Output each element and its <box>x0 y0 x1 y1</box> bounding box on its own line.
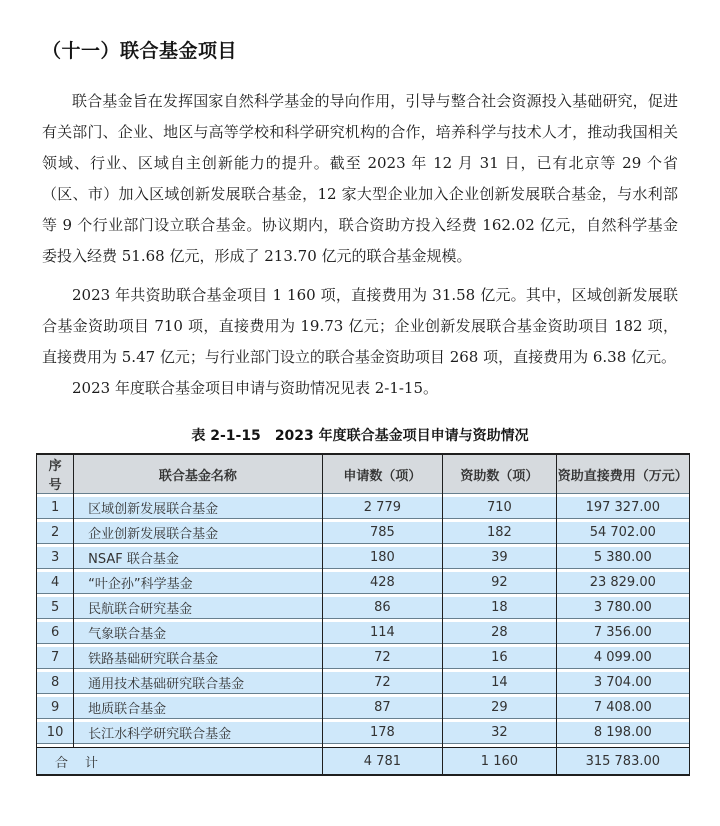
cell-applications: 2 779 <box>323 497 444 522</box>
body-paragraph-1: 联合基金旨在发挥国家自然科学基金的导向作用，引导与整合社会资源投入基础研究，促进有关部门、企业、地区与高等学校和科学研究机构的合作，培养科学与技术人才，推动我国相关领域、行业、区域自主创新能力的提升。截至 2023 年 12 月 31 日，已有北京等 29 个省（区、市）加入区域创新发展联合基金，12 家大型企业加入企业创新发展联合基金，与水利部等 9 个行业部门设立联合基金。协议期内，联合资助方投入经费 162.02 亿元，自然科学基金委投入经费 51.68 亿元，形成了 213.70 亿元的联合基金规模。 <box>42 92 678 265</box>
cell-direct-cost: 197 327.00 <box>557 497 689 522</box>
cell-direct-cost: 7 408.00 <box>557 697 689 722</box>
cell-fund-name: “叶企孙”科学基金 <box>74 572 322 597</box>
table-row <box>37 722 689 747</box>
cell-index: 10 <box>37 722 74 747</box>
cell-index: 7 <box>37 647 74 672</box>
cell-fund-name: 民航联合研究基金 <box>74 597 322 622</box>
table-row <box>37 697 689 722</box>
column-header-fund-name: 联合基金名称 <box>74 455 322 497</box>
cell-applications: 428 <box>323 572 444 597</box>
cell-funded: 39 <box>443 547 556 572</box>
column-header-funded: 资助数（项） <box>443 455 556 497</box>
section-heading: （十一）联合基金项目 <box>42 40 238 62</box>
cell-applications: 180 <box>323 547 444 572</box>
table-header <box>37 455 689 497</box>
cell-fund-name: 气象联合基金 <box>74 622 322 647</box>
table-row <box>37 572 689 597</box>
cell-direct-cost: 3 780.00 <box>557 597 689 622</box>
cell-fund-name: 企业创新发展联合基金 <box>74 522 322 547</box>
cell-index: 8 <box>37 672 74 697</box>
cell-index: 3 <box>37 547 74 572</box>
body-paragraph-3: 2023 年度联合基金项目申请与资助情况见表 2-1-15。 <box>72 379 439 397</box>
cell-applications: 86 <box>323 597 444 622</box>
header-row <box>37 455 689 497</box>
cell-index: 9 <box>37 697 74 722</box>
cell-index: 2 <box>37 522 74 547</box>
cell-direct-cost: 7 356.00 <box>557 622 689 647</box>
cell-fund-name: NSAF 联合基金 <box>74 547 322 572</box>
table-row <box>37 522 689 547</box>
total-amount-cell: 315 783.00 <box>557 747 689 774</box>
table-caption-title: 2023 年度联合基金项目申请与资助情况 <box>274 428 529 444</box>
table-row <box>37 597 689 622</box>
table-row <box>37 547 689 572</box>
cell-funded: 28 <box>443 622 556 647</box>
body-paragraph-2: 2023 年共资助联合基金项目 1 160 项，直接费用为 31.58 亿元。其中，区域创新发展联合基金资助项目 710 项，直接费用为 19.73 亿元；企业创新发展联合基金资助项目 182 项，直接费用为 5.47 亿元；与行业部门设立的联合基金资助项目 268 项，直接费用为 6.38 亿元。 <box>42 286 678 366</box>
cell-fund-name: 区域创新发展联合基金 <box>74 497 322 522</box>
table-row <box>37 647 689 672</box>
table-caption-label: 表 2-1-15 <box>191 428 261 444</box>
cell-fund-name: 铁路基础研究联合基金 <box>74 647 322 672</box>
cell-funded: 18 <box>443 597 556 622</box>
cell-applications: 72 <box>323 647 444 672</box>
cell-fund-name: 地质联合基金 <box>74 697 322 722</box>
table-caption <box>0 425 720 445</box>
table-wrapper <box>36 453 687 776</box>
joint-funds-table <box>36 453 690 776</box>
cell-direct-cost: 8 198.00 <box>557 722 689 747</box>
cell-direct-cost: 3 704.00 <box>557 672 689 697</box>
total-label-cell: 合 计 <box>37 747 323 774</box>
cell-index: 4 <box>37 572 74 597</box>
cell-direct-cost: 23 829.00 <box>557 572 689 597</box>
cell-funded: 29 <box>443 697 556 722</box>
cell-applications: 785 <box>323 522 444 547</box>
cell-funded: 182 <box>443 522 556 547</box>
cell-funded: 710 <box>443 497 556 522</box>
total-applications-cell: 4 781 <box>323 747 444 774</box>
table-row <box>37 672 689 697</box>
cell-index: 6 <box>37 622 74 647</box>
total-funded-cell: 1 160 <box>443 747 556 774</box>
cell-funded: 16 <box>443 647 556 672</box>
cell-funded: 14 <box>443 672 556 697</box>
cell-direct-cost: 4 099.00 <box>557 647 689 672</box>
cell-fund-name: 长江水科学研究联合基金 <box>74 722 322 747</box>
cell-funded: 92 <box>443 572 556 597</box>
cell-direct-cost: 5 380.00 <box>557 547 689 572</box>
cell-index: 1 <box>37 497 74 522</box>
column-header-direct-cost: 资助直接费用（万元） <box>557 455 689 497</box>
cell-applications: 87 <box>323 697 444 722</box>
table-row <box>37 622 689 647</box>
table-row <box>37 497 689 522</box>
cell-applications: 114 <box>323 622 444 647</box>
column-header-index: 序 号 <box>37 455 74 497</box>
funds-table-body <box>37 497 689 747</box>
cell-direct-cost: 54 702.00 <box>557 522 689 547</box>
cell-fund-name: 通用技术基础研究联合基金 <box>74 672 322 697</box>
cell-index: 5 <box>37 597 74 622</box>
total-row <box>37 747 689 774</box>
cell-applications: 72 <box>323 672 444 697</box>
column-header-applications: 申请数（项） <box>323 455 444 497</box>
document-page <box>0 36 720 826</box>
cell-applications: 178 <box>323 722 444 747</box>
body-text-block <box>42 86 678 404</box>
cell-funded: 32 <box>443 722 556 747</box>
table-footer <box>37 747 689 774</box>
